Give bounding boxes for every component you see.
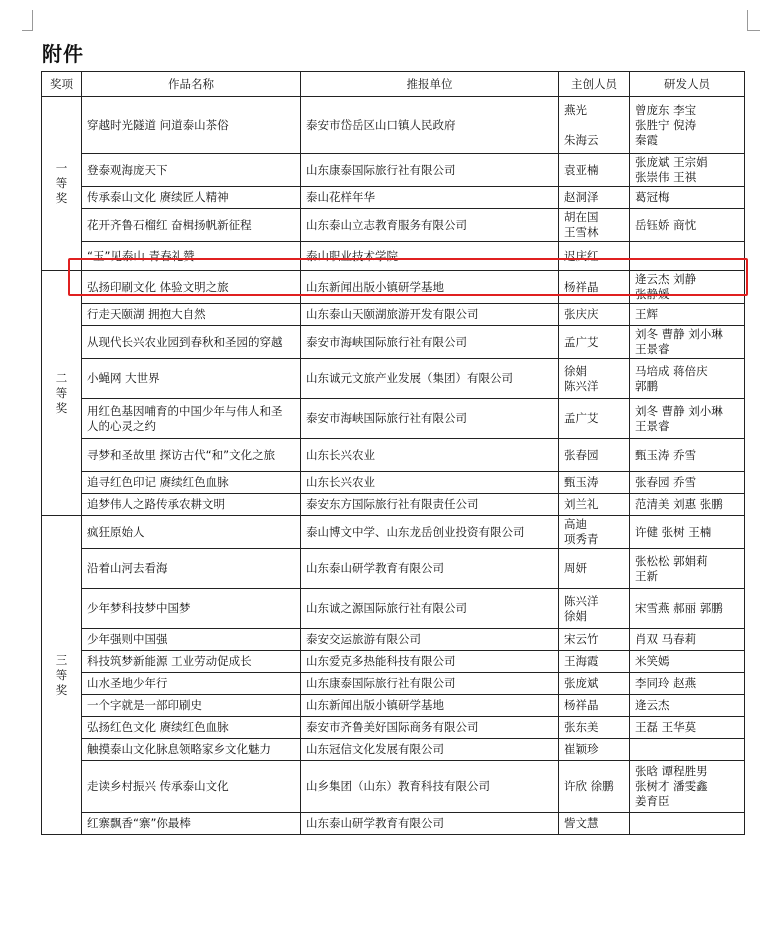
work-name-cell: 用红色基因哺育的中国少年与伟人和圣 人的心灵之约 xyxy=(82,399,301,439)
award-tier-label: 二 等 奖 xyxy=(55,370,68,415)
creators-cell: 陈兴洋 徐娟 xyxy=(559,589,630,629)
unit-cell: 山东诚元文旅产业发展（集团）有限公司 xyxy=(301,359,559,399)
developers-cell: 张晗 谭程胜男 张树才 潘雯鑫 姜育臣 xyxy=(630,761,745,813)
unit-cell: 山东新闻出版小镇研学基地 xyxy=(301,271,559,304)
developers-cell: 曾庞东 李宝 张胜宁 倪涛 秦霞 xyxy=(630,97,745,154)
page-corner-mark-left xyxy=(22,10,33,31)
table-header-row xyxy=(42,72,745,97)
work-name-cell: 走读乡村振兴 传承泰山文化 xyxy=(82,761,301,813)
table-row xyxy=(42,399,745,439)
developers-cell: 葛冠梅 xyxy=(630,187,745,209)
award-tier-third-prize xyxy=(42,516,82,835)
creators-cell: 宋云竹 xyxy=(559,629,630,651)
table-row xyxy=(42,673,745,695)
developers-cell xyxy=(630,739,745,761)
creators-cell: 孟广艾 xyxy=(559,326,630,359)
creators-cell: 赵洞泽 xyxy=(559,187,630,209)
table-row xyxy=(42,472,745,494)
unit-cell: 泰山职业技术学院 xyxy=(301,242,559,271)
column-header-developers: 研发人员 xyxy=(630,72,745,97)
developers-cell: 张松松 郭娟莉 王新 xyxy=(630,549,745,589)
creators-cell: 张东美 xyxy=(559,717,630,739)
developers-cell: 逄云杰 xyxy=(630,695,745,717)
table-row xyxy=(42,494,745,516)
creators-cell: 许欣 徐鹏 xyxy=(559,761,630,813)
developers-cell: 范清美 刘惠 张鹏 xyxy=(630,494,745,516)
developers-cell: 马培成 蒋倍庆 郭鹏 xyxy=(630,359,745,399)
page-corner-mark-right xyxy=(747,10,760,31)
table-row xyxy=(42,326,745,359)
creators-cell: 周妍 xyxy=(559,549,630,589)
table-row xyxy=(42,242,745,271)
unit-cell: 山东冠信文化发展有限公司 xyxy=(301,739,559,761)
creators-cell: 訾文慧 xyxy=(559,813,630,835)
table-row xyxy=(42,761,745,813)
creators-cell: 崔颖珍 xyxy=(559,739,630,761)
award-tier-label: 三 等 奖 xyxy=(55,652,68,697)
table-row xyxy=(42,271,745,304)
work-name-cell: 登泰观海庞天下 xyxy=(82,154,301,187)
developers-cell: 李同玲 赵燕 xyxy=(630,673,745,695)
work-name-cell: 少年梦科技梦中国梦 xyxy=(82,589,301,629)
unit-cell: 泰山花样年华 xyxy=(301,187,559,209)
award-tier-label: 一 等 奖 xyxy=(55,161,68,205)
award-tier-first-prize xyxy=(42,97,82,271)
unit-cell: 山东泰山天颐湖旅游开发有限公司 xyxy=(301,304,559,326)
developers-cell: 逄云杰 刘静 张静媛 xyxy=(630,271,745,304)
table-row xyxy=(42,549,745,589)
unit-cell: 泰安东方国际旅行社有限责任公司 xyxy=(301,494,559,516)
column-header-work-name: 作品名称 xyxy=(82,72,301,97)
work-name-cell: 山水圣地少年行 xyxy=(82,673,301,695)
table-row xyxy=(42,304,745,326)
work-name-cell: 弘扬红色文化 赓续红色血脉 xyxy=(82,717,301,739)
unit-cell: 山东长兴农业 xyxy=(301,472,559,494)
work-name-cell: “玉”见泰山 青春礼赞 xyxy=(82,242,301,271)
creators-cell: 迟庆红 xyxy=(559,242,630,271)
creators-cell: 张庆庆 xyxy=(559,304,630,326)
table-row xyxy=(42,154,745,187)
developers-cell: 王辉 xyxy=(630,304,745,326)
creators-cell: 杨祥晶 xyxy=(559,695,630,717)
work-name-cell: 触摸泰山文化脉息领略家乡文化魅力 xyxy=(82,739,301,761)
unit-cell: 泰安交运旅游有限公司 xyxy=(301,629,559,651)
developers-cell: 张春园 乔雪 xyxy=(630,472,745,494)
table-row xyxy=(42,97,745,154)
work-name-cell: 少年强则中国强 xyxy=(82,629,301,651)
work-name-cell: 寻梦和圣故里 探访古代“和”文化之旅 xyxy=(82,439,301,472)
developers-cell xyxy=(630,242,745,271)
creators-cell: 徐娟 陈兴洋 xyxy=(559,359,630,399)
table-row xyxy=(42,813,745,835)
developers-cell: 许健 张树 王楠 xyxy=(630,516,745,549)
developers-cell: 张庞斌 王宗娟 张崇伟 王祺 xyxy=(630,154,745,187)
developers-cell xyxy=(630,813,745,835)
unit-cell: 山东泰山立志教育服务有限公司 xyxy=(301,209,559,242)
creators-cell: 张庞斌 xyxy=(559,673,630,695)
creators-cell: 孟广艾 xyxy=(559,399,630,439)
unit-cell: 山东康泰国际旅行社有限公司 xyxy=(301,154,559,187)
unit-cell: 泰山博文中学、山东龙岳创业投资有限公司 xyxy=(301,516,559,549)
work-name-cell: 从现代长兴农业园到春秋和圣园的穿越 xyxy=(82,326,301,359)
page-title: 附件 xyxy=(42,42,84,66)
developers-cell: 肖双 马春莉 xyxy=(630,629,745,651)
work-name-cell: 弘扬印刷文化 体验文明之旅 xyxy=(82,271,301,304)
creators-cell: 张春园 xyxy=(559,439,630,472)
column-header-creators: 主创人员 xyxy=(559,72,630,97)
unit-cell: 泰安市海峡国际旅行社有限公司 xyxy=(301,326,559,359)
unit-cell: 山东爱克多热能科技有限公司 xyxy=(301,651,559,673)
work-name-cell: 行走天颐湖 拥抱大自然 xyxy=(82,304,301,326)
unit-cell: 山东诚之源国际旅行社有限公司 xyxy=(301,589,559,629)
work-name-cell: 花开齐鲁石榴红 奋楫扬帆新征程 xyxy=(82,209,301,242)
unit-cell: 山东康泰国际旅行社有限公司 xyxy=(301,673,559,695)
table-row xyxy=(42,589,745,629)
work-name-cell: 科技筑梦新能源 工业劳动促成长 xyxy=(82,651,301,673)
unit-cell: 泰安市齐鲁美好国际商务有限公司 xyxy=(301,717,559,739)
creators-cell: 袁亚楠 xyxy=(559,154,630,187)
table-row xyxy=(42,359,745,399)
table-row xyxy=(42,209,745,242)
unit-cell: 山东泰山研学教育有限公司 xyxy=(301,549,559,589)
developers-cell: 王磊 王华莫 xyxy=(630,717,745,739)
developers-cell: 宋雪燕 郝丽 郭鹏 xyxy=(630,589,745,629)
developers-cell: 米笑嫣 xyxy=(630,651,745,673)
creators-cell: 高迪 项秀青 xyxy=(559,516,630,549)
table-row xyxy=(42,717,745,739)
developers-cell: 甄玉涛 乔雪 xyxy=(630,439,745,472)
work-name-cell: 追寻红色印记 赓续红色血脉 xyxy=(82,472,301,494)
table-row xyxy=(42,439,745,472)
creators-cell: 胡在国 王雪林 xyxy=(559,209,630,242)
unit-cell: 山东新闻出版小镇研学基地 xyxy=(301,695,559,717)
work-name-cell: 穿越时光隧道 问道泰山茶俗 xyxy=(82,97,301,154)
table-row xyxy=(42,187,745,209)
unit-cell: 泰安市岱岳区山口镇人民政府 xyxy=(301,97,559,154)
work-name-cell: 小蝇网 大世界 xyxy=(82,359,301,399)
developers-cell: 刘冬 曹静 刘小琳 王景睿 xyxy=(630,326,745,359)
award-tier-second-prize xyxy=(42,271,82,516)
work-name-cell: 疯狂原始人 xyxy=(82,516,301,549)
creators-cell: 杨祥晶 xyxy=(559,271,630,304)
work-name-cell: 沿着山河去看海 xyxy=(82,549,301,589)
creators-cell: 王海霞 xyxy=(559,651,630,673)
work-name-cell: 一个字就是一部印刷史 xyxy=(82,695,301,717)
work-name-cell: 红寨飘香“寨”你最棒 xyxy=(82,813,301,835)
table-row xyxy=(42,651,745,673)
table-row xyxy=(42,516,745,549)
developers-cell: 刘冬 曹静 刘小琳 王景睿 xyxy=(630,399,745,439)
unit-cell: 山东长兴农业 xyxy=(301,439,559,472)
table-row xyxy=(42,629,745,651)
column-header-unit: 推报单位 xyxy=(301,72,559,97)
table-row xyxy=(42,739,745,761)
developers-cell: 岳钰娇 商忱 xyxy=(630,209,745,242)
creators-cell: 燕光 朱海云 xyxy=(559,97,630,154)
work-name-cell: 传承泰山文化 赓续匠人精神 xyxy=(82,187,301,209)
unit-cell: 山东泰山研学教育有限公司 xyxy=(301,813,559,835)
work-name-cell: 追梦伟人之路传承农耕文明 xyxy=(82,494,301,516)
unit-cell: 山乡集团（山东）教育科技有限公司 xyxy=(301,761,559,813)
creators-cell: 刘兰礼 xyxy=(559,494,630,516)
unit-cell: 泰安市海峡国际旅行社有限公司 xyxy=(301,399,559,439)
table-row xyxy=(42,695,745,717)
column-header-award: 奖项 xyxy=(42,72,82,97)
creators-cell: 甄玉涛 xyxy=(559,472,630,494)
awards-table xyxy=(41,71,745,835)
